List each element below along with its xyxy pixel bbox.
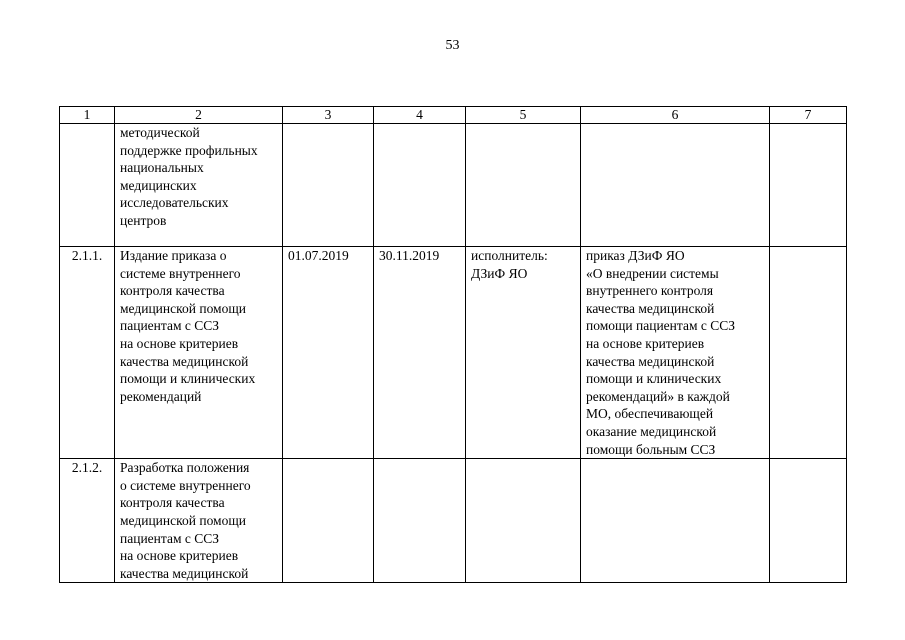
responsible-cell: исполнитель: ДЗиФ ЯО (466, 247, 581, 459)
table-row (60, 247, 847, 459)
event-cell: Издание приказа о системе внутреннего контроля качества медицинской помощи пациентам с ССЗ на основе критериев качества медицинской помощи и клинических рекомендаций (115, 247, 283, 459)
column-header-6: 6 (581, 107, 770, 124)
page-number: 53 (445, 38, 460, 53)
column-header-1: 1 (60, 107, 115, 124)
table-row (60, 124, 847, 247)
result-cell: приказ ДЗиФ ЯО «О внедрении системы внутреннего контроля качества медицинской помощи пациентам с ССЗ на основе критериев качества медицинской помощи и клинических рекомендаций» в каждой МО, обеспечивающей оказание медицинской помощи больным ССЗ (581, 247, 770, 459)
row-number-cell (60, 124, 115, 247)
table-row (60, 459, 847, 583)
plan-table (59, 106, 847, 583)
result-cell (581, 124, 770, 247)
note-cell (770, 247, 847, 459)
note-cell (770, 459, 847, 583)
end-date-cell: 30.11.2019 (374, 247, 466, 459)
column-header-2: 2 (115, 107, 283, 124)
column-header-7: 7 (770, 107, 847, 124)
end-date-cell (374, 459, 466, 583)
end-date-cell (374, 124, 466, 247)
start-date-cell (283, 124, 374, 247)
row-number-cell: 2.1.1. (60, 247, 115, 459)
note-cell (770, 124, 847, 247)
table-header-row (60, 107, 847, 124)
responsible-cell (466, 459, 581, 583)
start-date-cell: 01.07.2019 (283, 247, 374, 459)
column-header-5: 5 (466, 107, 581, 124)
responsible-cell (466, 124, 581, 247)
row-number-cell: 2.1.2. (60, 459, 115, 583)
result-cell (581, 459, 770, 583)
column-header-4: 4 (374, 107, 466, 124)
column-header-3: 3 (283, 107, 374, 124)
event-cell: методической поддержке профильных национальных медицинских исследовательских центров (115, 124, 283, 247)
start-date-cell (283, 459, 374, 583)
event-cell: Разработка положения о системе внутреннего контроля качества медицинской помощи пациентам с ССЗ на основе критериев качества медицинской (115, 459, 283, 583)
